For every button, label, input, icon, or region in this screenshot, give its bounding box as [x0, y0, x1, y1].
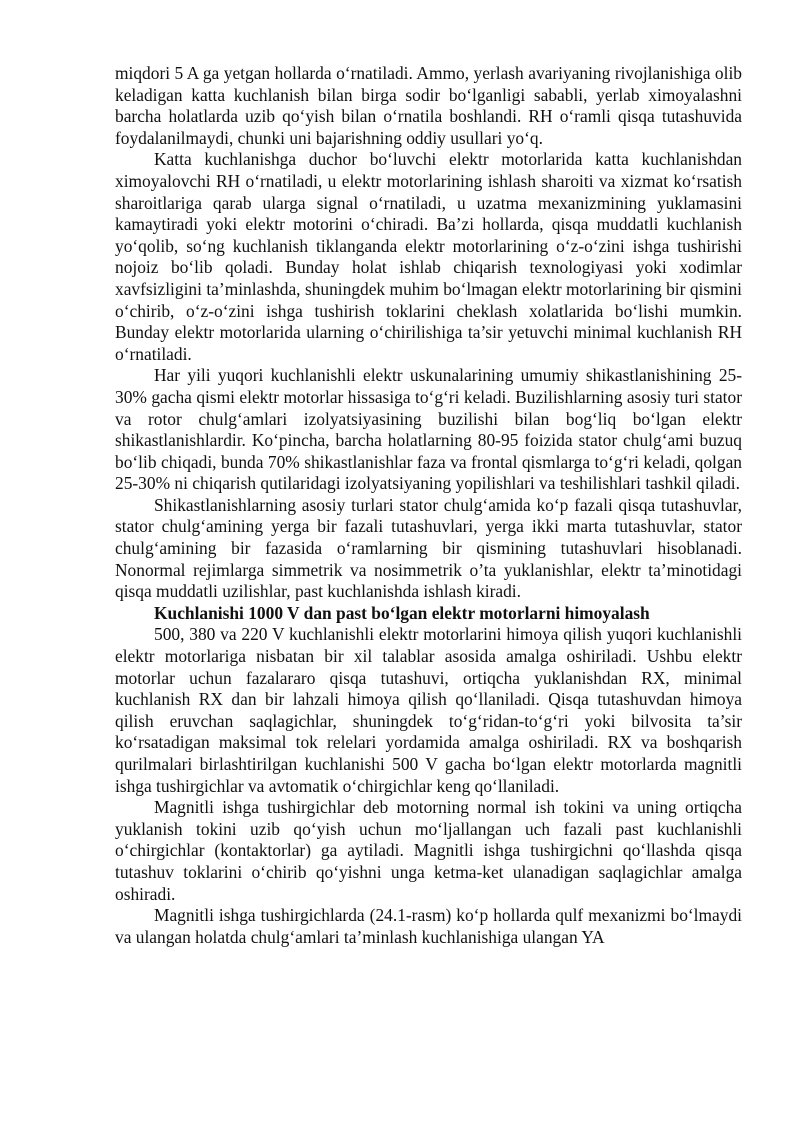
paragraph-4: Shikastlanishlarning asosiy turlari stator chulg‘amida ko‘p fazali qisqa tutashuvlar, stator chulg‘amining yerga bir fazali tutashuvlari, yerga ikki marta tutashuvlar, stator chulg‘amining bir fazasida o‘ramlarning bir qismining tutashuvlari hisoblanadi. Nonormal rejimlarga simmetrik va nosimmetrik o’ta yuklanishlar, elektr ta’minotidagi qisqa muddatli uzilishlar, past kuchlanishda ishlash kiradi.: [115, 494, 742, 602]
paragraph-6: Magnitli ishga tushirgichlar deb motorning normal ish tokini va uning ortiqcha yuklanish tokini uzib qo‘yish uchun mo‘ljallangan uch fazali past kuchlanishli o‘chirgichlar (kontaktorlar) ga aytiladi. Magnitli ishga tushirgichni qo‘llashda qisqa tutashuv toklarini o‘chirib qo‘yishni unga ketma-ket ulanadigan saqlagichlar amalga oshiradi.: [115, 797, 742, 904]
paragraph-1: miqdori 5 A ga yetgan hollarda o‘rnatiladi. Ammo, yerlash avariyaning rivojlanishiga olib keladigan katta kuchlanish bilan birga sodir bo‘lganligi sababli, yerlab ximoyalashni barcha holatlarda uzib qo‘yish bilan o‘rnatila boshlandi. RH o‘ramli qisqa tutashuvida foydalanilmaydi, chunki uni bajarishning oddiy usullari yo‘q.: [115, 63, 742, 148]
document-page: [115, 63, 742, 948]
paragraph-7: Magnitli ishga tushirgichlarda (24.1-rasm) ko‘p hollarda qulf mexanizmi bo‘lmaydi va ulangan holatda chulg‘amlari ta’minlash kuchlanishiga ulangan YA: [115, 905, 742, 947]
paragraph-3: Har yili yuqori kuchlanishli elektr uskunalarining umumiy shikastlanishining 25-30% gacha qismi elektr motorlar hissasiga to‘g‘ri keladi. Buzilishlarning asosiy turi stator va rotor chulg‘amlari izolyatsiyasining buzilishi bilan bog‘liq bo‘lgan elektr shikastlanishlardir. Ko‘pincha, barcha holatlarning 80-95 foizida stator chulg‘ami buzuq bo‘lib chiqadi, bunda 70% shikastlanishlar faza va frontal qismlarga to‘g‘ri keladi, qolgan 25-30% ni chiqarish qutilaridagi izolyatsiyaning yopilishlari va teshilishlari tashkil qiladi.: [115, 365, 742, 494]
paragraph-5: 500, 380 va 220 V kuchlanishli elektr motorlarini himoya qilish yuqori kuchlanishli elektr motorlariga nisbatan bir xil talablar asosida amalga oshiriladi. Ushbu elektr motorlar uchun fazalararo qisqa tutashuvi, ortiqcha yuklanishdan RX, minimal kuchlanish RX dan bir lahzali himoya qilish qo‘llaniladi. Qisqa tutashuvdan himoya qilish eruvchan saqlagichlar, shuningdek to‘g‘ridan-to‘g‘ri yoki bilvosita ta’sir ko‘rsatadigan maksimal tok relelari yordamida amalga oshiriladi. RX va boshqarish qurilmalari birlashtirilgan kuchlanishi 500 V gacha bo‘lgan elektr motorlarda magnitli ishga tushirgichlar va avtomatik o‘chirgichlar keng qo‘llaniladi.: [115, 624, 742, 796]
paragraph-2: Katta kuchlanishga duchor bo‘luvchi elektr motorlarida katta kuchlanishdan ximoyalovchi RH o‘rnatiladi, u elektr motorlarining ishlash sharoiti va xizmat ko‘rsatish sharoitlariga qarab ularga signal o‘rnatiladi, u uzatma mexanizmining yuklamasini kamaytiradi yoki elektr motorini o‘chiradi. Ba’zi hollarda, qisqa muddatli kuchlanish yo‘qolib, so‘ng kuchlanish tiklanganda elektr motorlarining o‘z-o‘zini ishga tushirishi nojoiz bo‘lib qoladi. Bunday holat ishlab chiqarish texnologiyasi yoki xodimlar xavfsizligini ta’minlashda, shuningdek muhim bo‘lmagan elektr motorlarining bir qismini o‘chirib, o‘z-o‘zini ishga tushirish toklarini cheklash xolatlarida bo‘lishi mumkin. Bunday elektr motorlarida ularning o‘chirilishiga ta’sir yetuvchi minimal kuchlanish RH o‘rnatiladi.: [115, 149, 742, 364]
section-heading: Kuchlanishi 1000 V dan past bo‘lgan elektr motorlarni himoyalash: [154, 602, 650, 623]
